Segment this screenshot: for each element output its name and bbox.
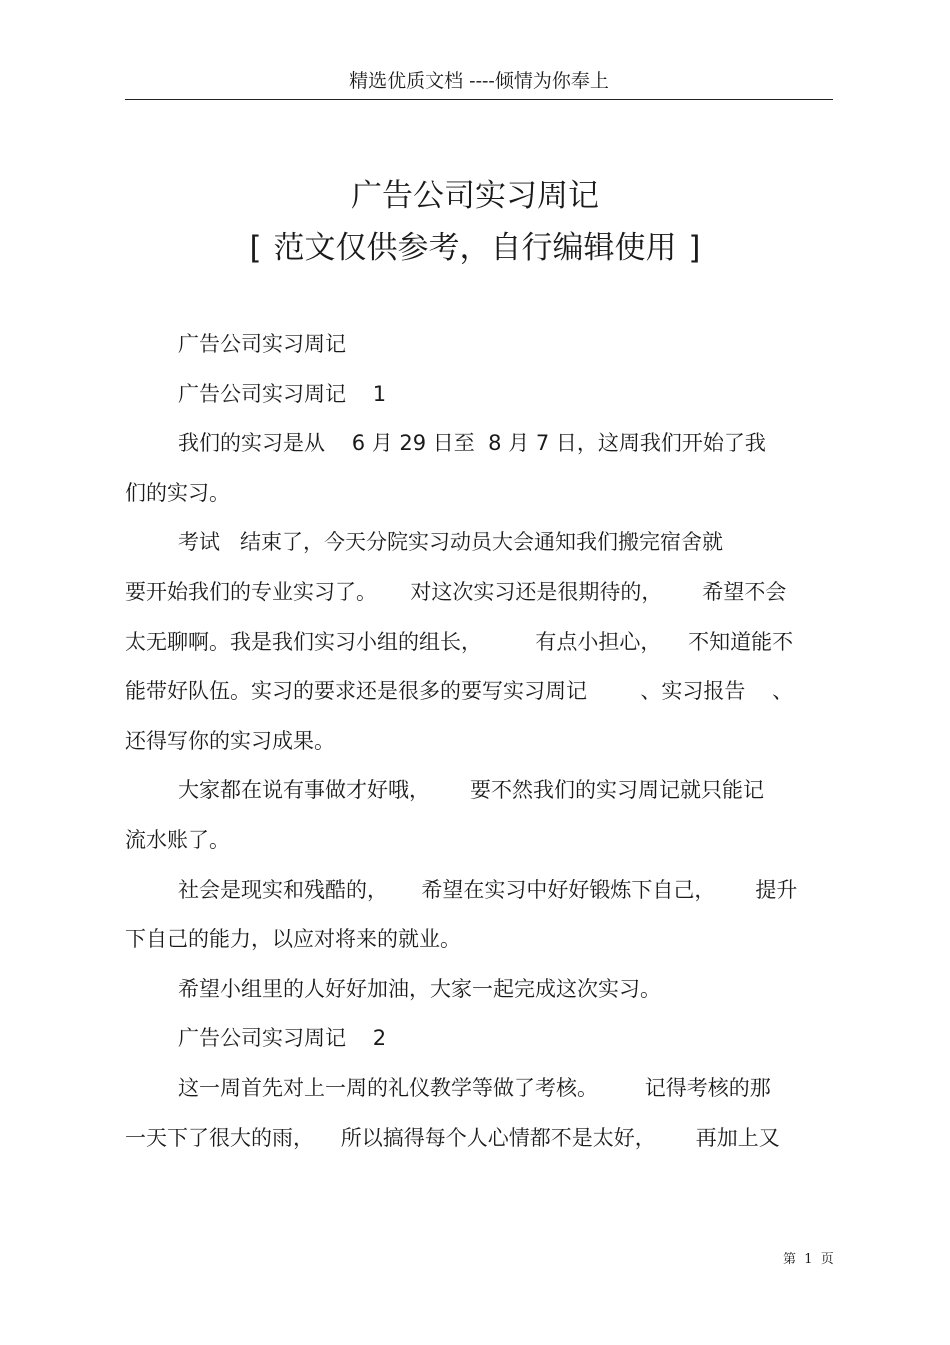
page-number: 第 1 页 — [783, 1252, 834, 1267]
body-line: 下自己的能力，以应对将来的就业。 — [125, 927, 461, 952]
body-line: 广告公司实习周记 — [178, 332, 346, 356]
body-line: 我们的实习是从 6 月 29 日至 8 月 7 日，这周我们开始了我 — [178, 431, 766, 456]
document-subtitle: [ 范文仅供参考，自行编辑使用 ] — [249, 230, 701, 266]
body-line: 广告公司实习周记 2 — [178, 1026, 387, 1051]
document-title: 广告公司实习周记 — [351, 178, 599, 214]
body-line: 广告公司实习周记 1 — [178, 381, 387, 406]
body-line: 还得写你的实习成果。 — [125, 728, 335, 753]
body-line: 流水账了。 — [125, 827, 230, 852]
body-line: 们的实习。 — [125, 480, 230, 505]
document-body — [125, 320, 833, 1163]
body-line: 考试 结束了，今天分院实习动员大会通知我们搬完宿舍就 — [178, 530, 724, 555]
body-line: 大家都在说有事做才好哦， 要不然我们的实习周记就只能记 — [178, 778, 765, 803]
page-header: 精选优质文档 ----倾情为你奉上 — [349, 70, 609, 92]
body-line: 要开始我们的专业实习了。 对这次实习还是很期待的， 希望不会 — [125, 579, 787, 604]
body-line: 希望小组里的人好好加油，大家一起完成这次实习。 — [178, 976, 661, 1001]
body-line: 能带好队伍。实习的要求还是很多的要写实习周记 、实习报告 、 — [125, 679, 794, 704]
body-line: 这一周首先对上一周的礼仪教学等做了考核。 记得考核的那 — [178, 1075, 771, 1100]
body-line: 太无聊啊。我是我们实习小组的组长， 有点小担心， 不知道能不 — [125, 629, 794, 654]
header-divider — [125, 99, 833, 100]
body-line: 一天下了很大的雨， 所以搞得每个人心情都不是太好， 再加上又 — [125, 1125, 780, 1150]
body-line: 社会是现实和残酷的， 希望在实习中好好锻炼下自己， 提升 — [178, 877, 798, 902]
